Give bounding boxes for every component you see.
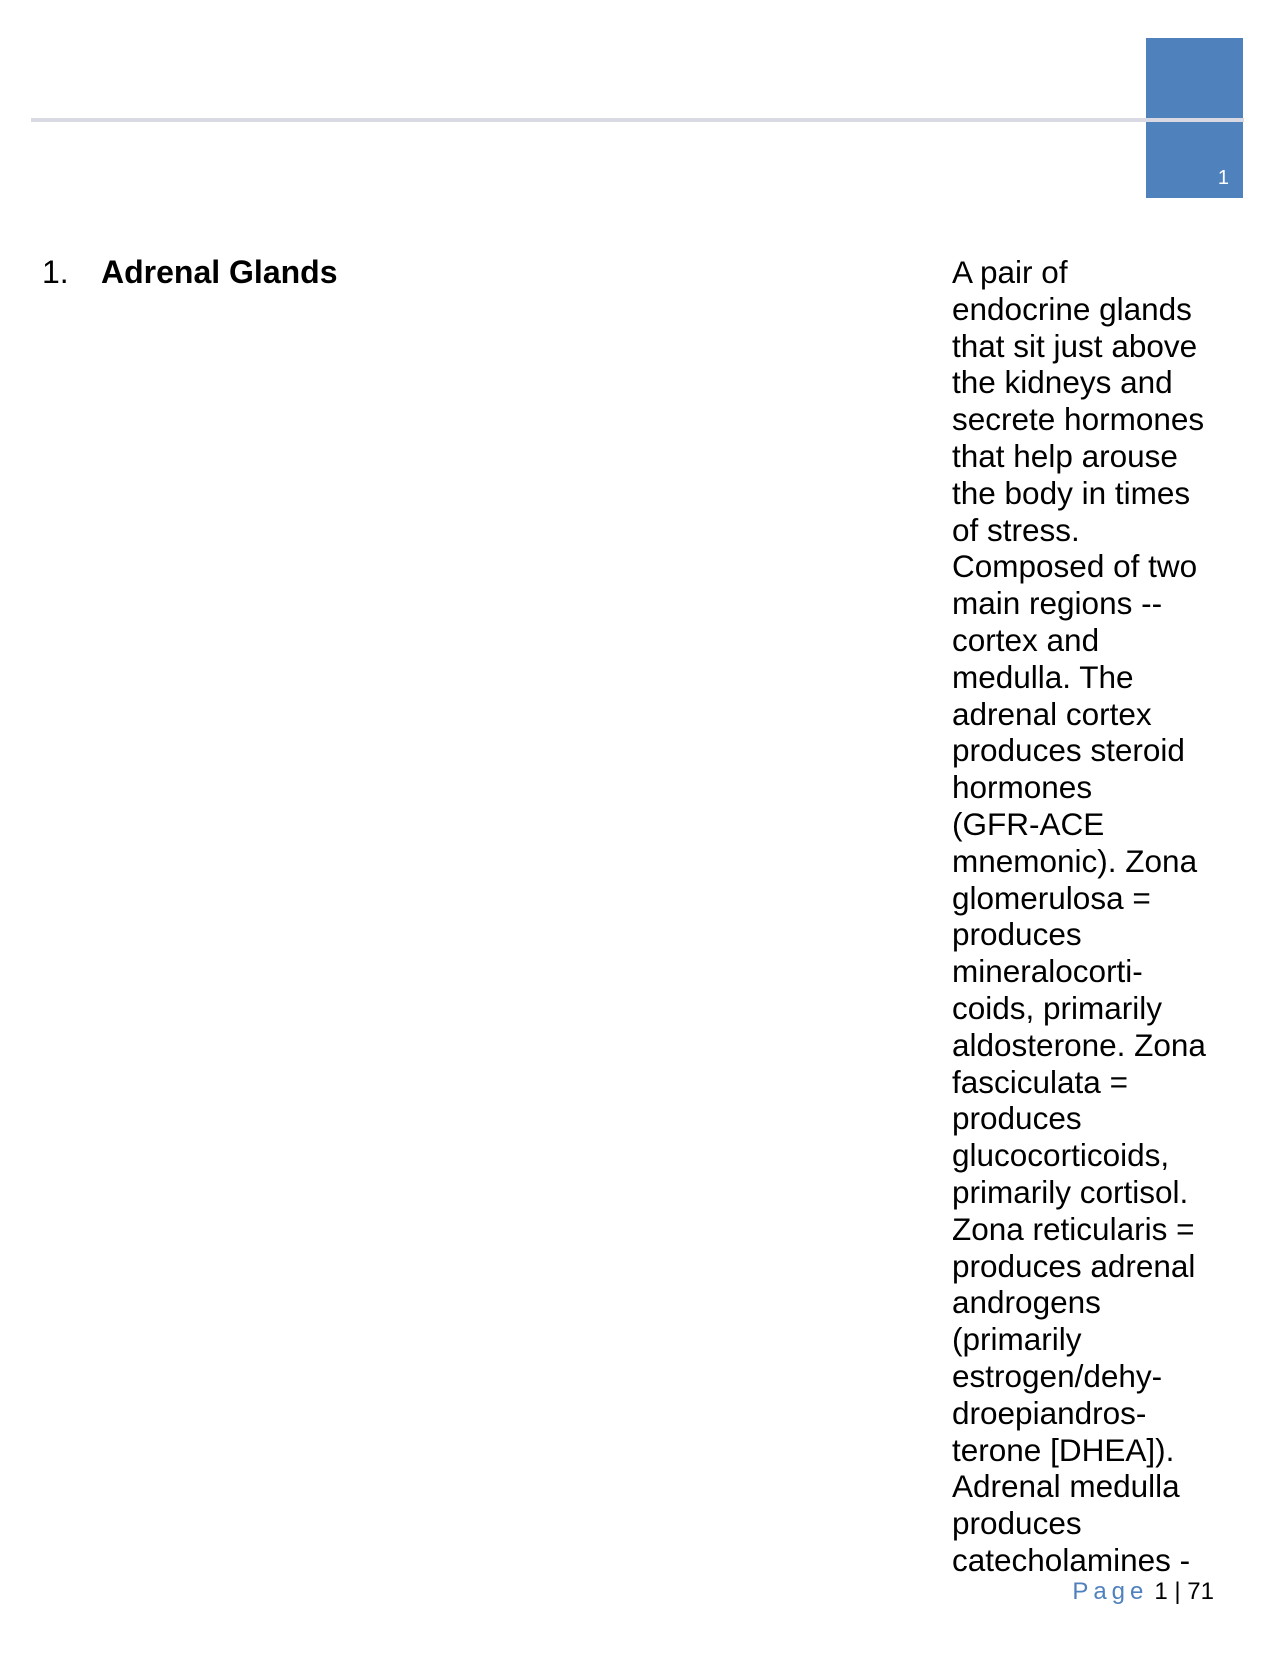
definition-line: produces xyxy=(952,1505,1082,1542)
term-definition xyxy=(952,254,1220,1579)
definition-line: (GFR-ACE xyxy=(952,805,1105,842)
definition-line: terone [DHEA]). xyxy=(952,1431,1175,1468)
footer-page-count: 1 | 71 xyxy=(1154,1578,1214,1605)
definition-line: produces xyxy=(952,1100,1082,1137)
definition-line: (primarily xyxy=(952,1321,1082,1358)
definition-line: that help arouse xyxy=(952,437,1178,474)
definition-line: the kidneys and xyxy=(952,364,1173,401)
definition-line: fasciculata = xyxy=(952,1063,1128,1100)
definition-line: cortex and xyxy=(952,621,1100,658)
definition-line: droepiandros- xyxy=(952,1394,1147,1431)
definition-line: main regions -- xyxy=(952,585,1163,622)
definition-line: adrenal cortex xyxy=(952,695,1152,732)
definition-line: androgens xyxy=(952,1284,1101,1321)
definition-line: estrogen/dehy- xyxy=(952,1357,1163,1394)
definition-line: produces xyxy=(952,916,1082,953)
definition-line: medulla. The xyxy=(952,658,1134,695)
page-footer xyxy=(1072,1578,1214,1606)
definition-line: mnemonic). Zona xyxy=(952,842,1198,879)
definition-line: A pair of xyxy=(952,254,1068,290)
footer-page-label: Page xyxy=(1072,1578,1149,1605)
term-title: Adrenal Glands xyxy=(101,254,338,290)
definition-line: Adrenal medulla xyxy=(952,1468,1180,1505)
definition-line: Composed of two xyxy=(952,548,1198,585)
term-number: 1. xyxy=(42,254,69,290)
definition-line: hormones xyxy=(952,769,1093,806)
definition-line: mineralocorti- xyxy=(952,953,1143,990)
definition-line: the body in times xyxy=(952,474,1191,511)
definition-line: produces adrenal xyxy=(952,1247,1196,1284)
definition-line: coids, primarily xyxy=(952,989,1163,1026)
definition-line: that sit just above xyxy=(952,327,1198,364)
term-heading xyxy=(42,252,338,292)
definition-line: produces steroid xyxy=(952,732,1185,769)
definition-line: catecholamines - xyxy=(952,1541,1191,1578)
definition-line: Zona reticularis = xyxy=(952,1210,1195,1247)
page-number-tab xyxy=(1146,38,1243,198)
definition-line: secrete hormones xyxy=(952,401,1205,438)
page-tab-number: 1 xyxy=(1217,167,1229,189)
header-rule xyxy=(31,118,1244,122)
definition-line: of stress. xyxy=(952,511,1080,548)
definition-line: glomerulosa = xyxy=(952,879,1151,916)
definition-line: endocrine glands xyxy=(952,290,1192,327)
page-tab-divider xyxy=(1146,118,1243,122)
definition-line: glucocorticoids, xyxy=(952,1137,1170,1174)
definition-line: aldosterone. Zona xyxy=(952,1026,1206,1063)
definition-line: primarily cortisol. xyxy=(952,1173,1189,1210)
